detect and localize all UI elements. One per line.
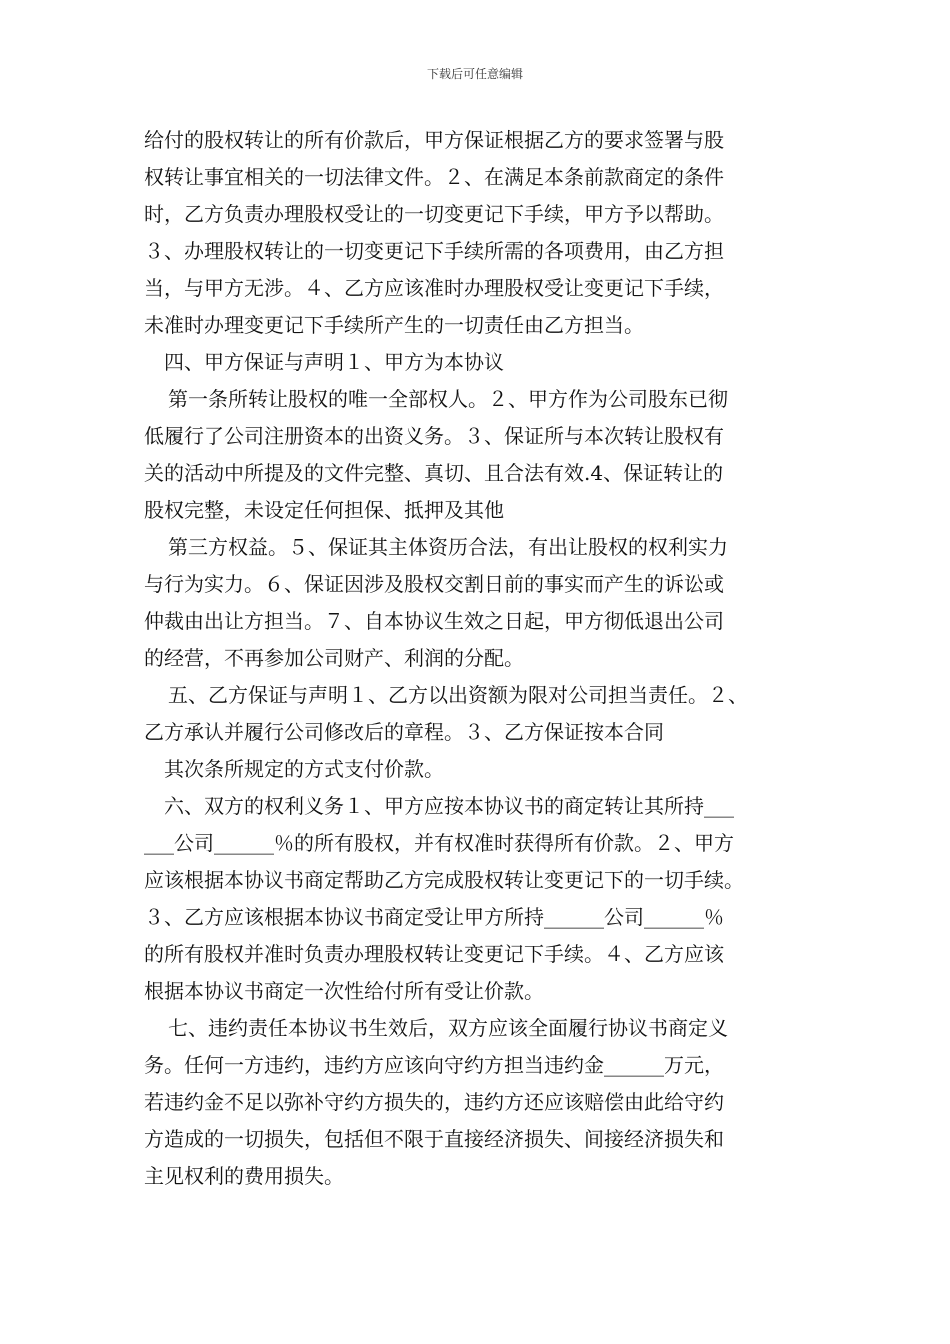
- text-line: 第一条所转让股权的唯一全部权人。２、甲方作为公司股东已彻: [168, 387, 728, 411]
- text-line: 主见权利的费用损失。: [144, 1164, 344, 1188]
- text-line: 的所有股权并准时负责办理股权转让变更记下手续。４、乙方应该: [144, 942, 724, 966]
- text-line: 七、违约责任本协议书生效后，双方应该全面履行协议书商定义: [168, 1016, 728, 1040]
- text-line: 关的活动中所提及的文件完整、真切、且合法有效.4、保证转让的: [144, 461, 724, 485]
- text-line: 的经营，不再参加公司财产、利润的分配。: [144, 646, 524, 670]
- text-line: 与行为实力。６、保证因涉及股权交割日前的事实而产生的诉讼或: [144, 572, 724, 596]
- text-line: 应该根据本协议书商定帮助乙方完成股权转让变更记下的一切手续。: [144, 868, 744, 892]
- text-line: 股权完整，未设定任何担保、抵押及其他: [144, 498, 504, 522]
- page-header-note: 下载后可任意编辑: [426, 67, 523, 81]
- text-line: 给付的股权转让的所有价款后，甲方保证根据乙方的要求签署与股: [144, 128, 724, 152]
- text-line: 第三方权益。５、保证其主体资历合法，有出让股权的权利实力: [168, 535, 728, 559]
- text-line: ３、办理股权转让的一切变更记下手续所需的各项费用，由乙方担: [144, 239, 724, 263]
- text-line: 五、乙方保证与声明１、乙方以出资额为限对公司担当责任。２、: [168, 683, 748, 707]
- text-line: 根据本协议书商定一次性给付所有受让价款。: [144, 979, 544, 1003]
- text-line: 其次条所规定的方式支付价款。: [164, 757, 444, 781]
- text-line: 六、双方的权利义务１、甲方应按本协议书的商定转让其所持___: [164, 794, 734, 818]
- text-line: ___公司______％的所有股权，并有权准时获得所有价款。２、甲方: [144, 831, 734, 855]
- text-line: 方造成的一切损失，包括但不限于直接经济损失、间接经济损失和: [144, 1127, 724, 1151]
- text-line: 仲裁由出让方担当。７、自本协议生效之日起，甲方彻低退出公司: [144, 609, 724, 633]
- text-line: 未准时办理变更记下手续所产生的一切责任由乙方担当。: [144, 313, 644, 337]
- text-line: 乙方承认并履行公司修改后的章程。３、乙方保证按本合同: [144, 720, 664, 744]
- document-body: [144, 122, 816, 1195]
- text-line: ３、乙方应该根据本协议书商定受让甲方所持______公司______％: [144, 905, 724, 929]
- text-line: 四、甲方保证与声明１、甲方为本协议: [164, 350, 504, 374]
- text-line: 权转让事宜相关的一切法律文件。２、在满足本条前款商定的条件: [144, 165, 724, 189]
- text-line: 若违约金不足以弥补守约方损失的，违约方还应该赔偿由此给守约: [144, 1090, 724, 1114]
- text-line: 务。任何一方违约，违约方应该向守约方担当违约金______万元，: [144, 1053, 724, 1077]
- text-line: 低履行了公司注册资本的出资义务。３、保证所与本次转让股权有: [144, 424, 724, 448]
- text-line: 当，与甲方无涉。４、乙方应该准时办理股权受让变更记下手续，: [144, 276, 724, 300]
- text-line: 时，乙方负责办理股权受让的一切变更记下手续，甲方予以帮助。: [144, 202, 724, 226]
